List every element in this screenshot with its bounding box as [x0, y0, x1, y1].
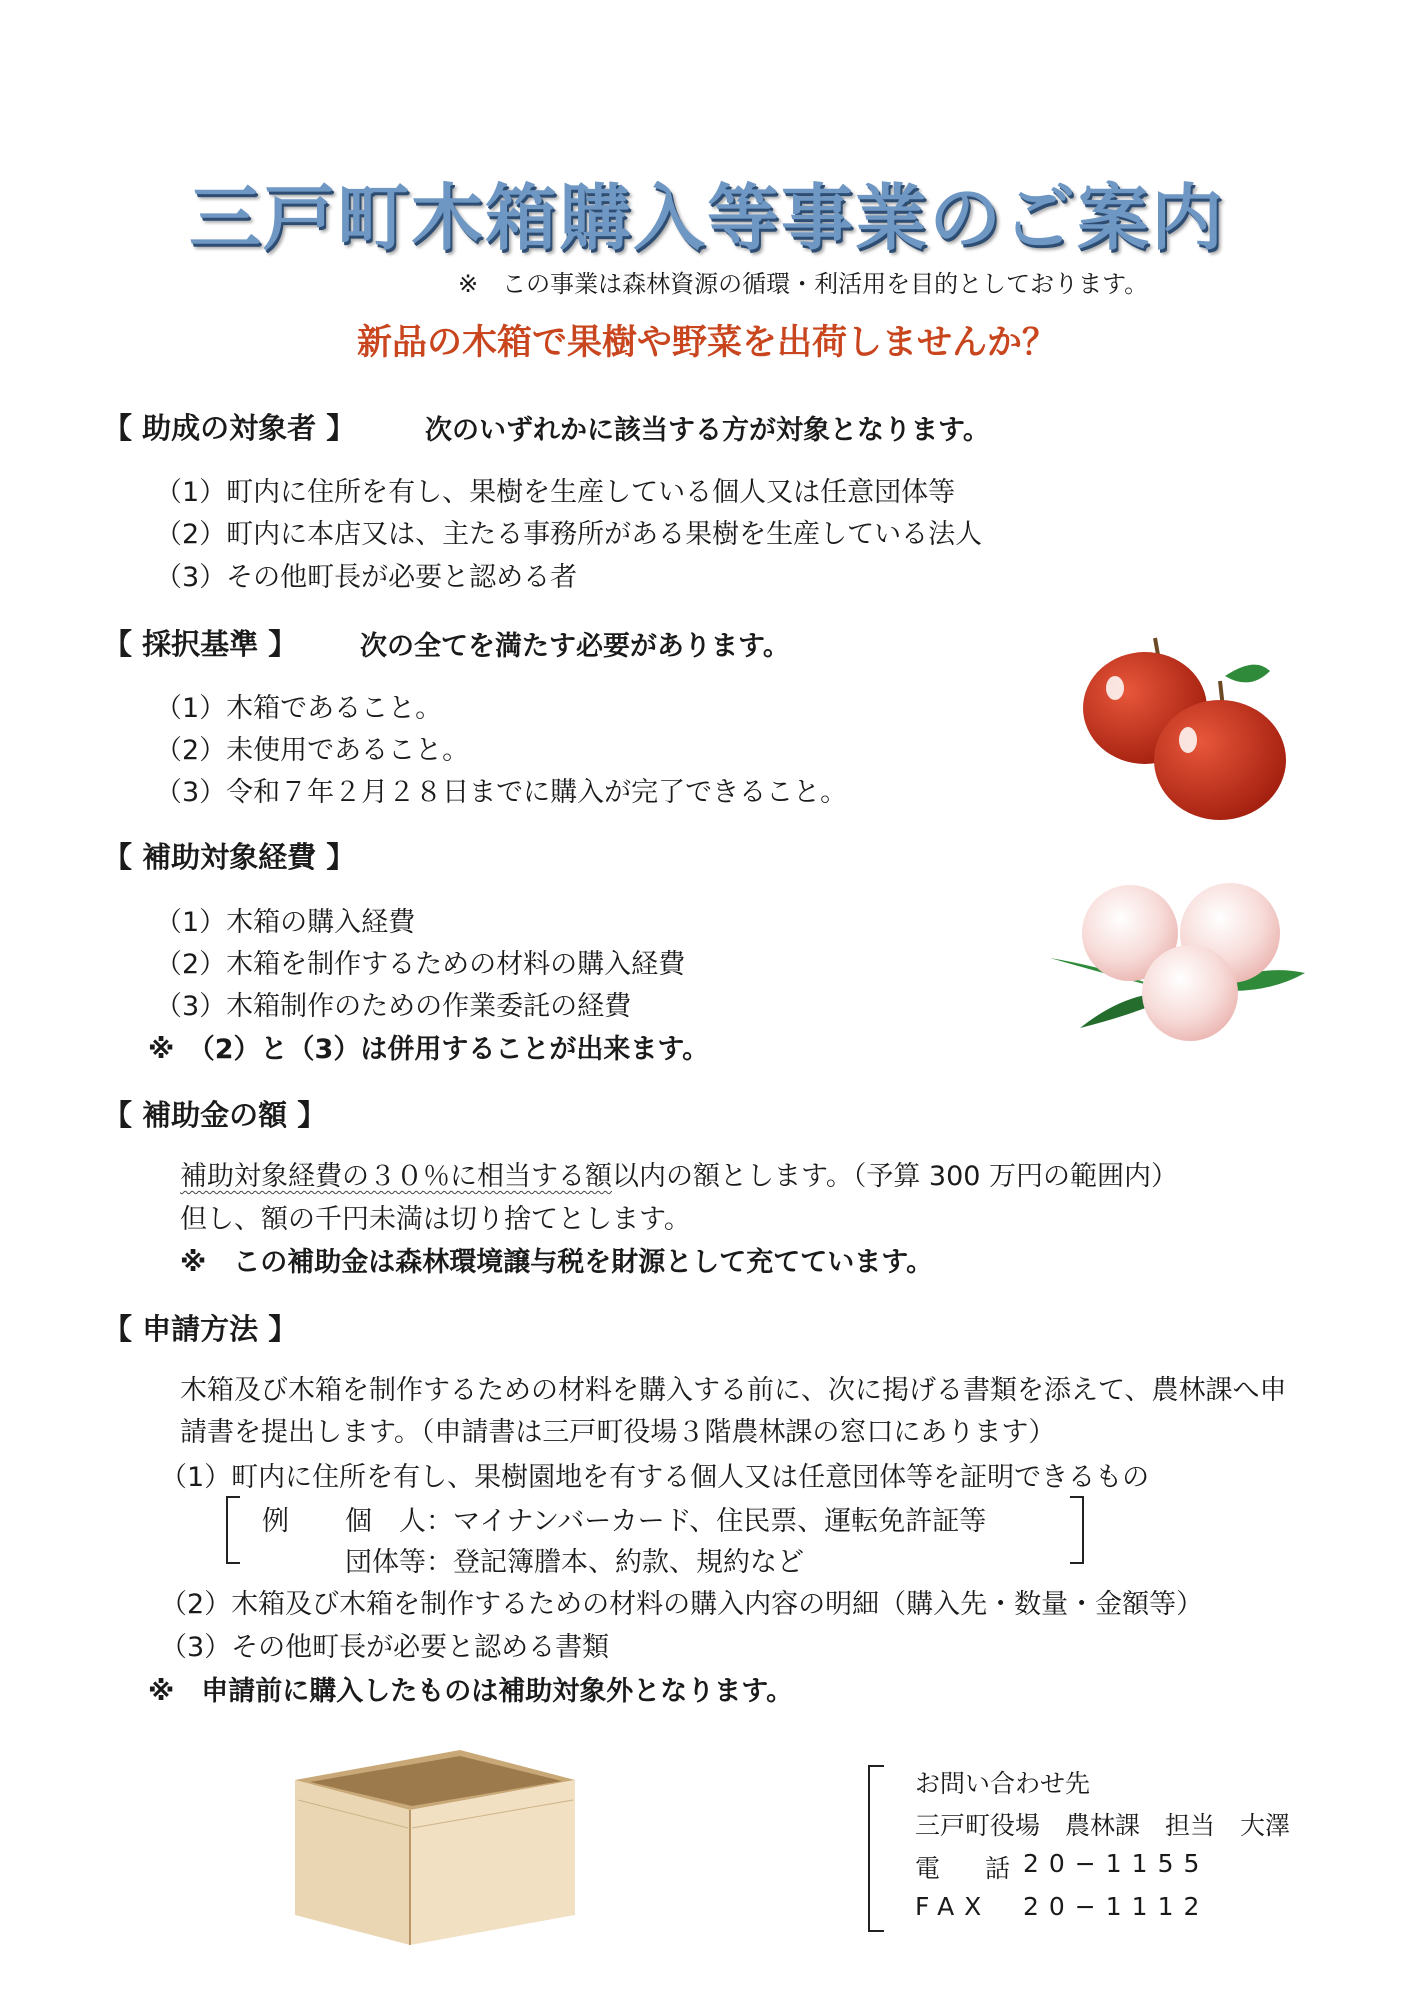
- contact-office: 三戸町役場 農林課 担当 大澤: [915, 1811, 1291, 1840]
- apples-illustration: [1070, 636, 1300, 826]
- costs-item-2: （2）木箱を制作するための材料の購入経費: [155, 949, 686, 980]
- contact-tel-label: 電 話: [915, 1854, 1021, 1883]
- eligible-item-1: （1）町内に住所を有し、果樹を生産している個人又は任意団体等: [155, 477, 956, 508]
- eligible-item-2: （2）町内に本店又は、主たる事務所がある果樹を生産している法人: [155, 519, 983, 550]
- amount-rate: 補助対象経費の３０％に相当する額: [180, 1161, 612, 1192]
- amount-heading: 【 補助金の額 】: [103, 1098, 327, 1132]
- apply-item-1: （1）町内に住所を有し、果樹園地を有する個人又は任意団体等を証明できるもの: [160, 1462, 1150, 1493]
- contact-fax-label: FAX: [915, 1892, 992, 1921]
- purpose-note: ※ この事業は森林資源の循環・利活用を目的としております。: [458, 270, 1149, 298]
- costs-note: ※ （2）と（3）は併用することが出来ます。: [148, 1034, 710, 1065]
- apply-item-3: （3）その他町長が必要と認める書類: [160, 1632, 610, 1663]
- apply-note: ※ 申請前に購入したものは補助対象外となります。: [148, 1676, 794, 1707]
- eligible-item-3: （3）その他町長が必要と認める者: [155, 562, 578, 593]
- page-title: 三戸町木箱購入等事業のご案内: [188, 176, 1225, 260]
- peaches-illustration: [1050, 878, 1310, 1053]
- criteria-item-2: （2）未使用であること。: [155, 735, 470, 766]
- apply-item-2: （2）木箱及び木箱を制作するための材料の購入内容の明細（購入先・数量・金額等）: [160, 1589, 1204, 1620]
- apply-intro-2: 請書を提出します。（申請書は三戸町役場３階農林課の窓口にあります）: [180, 1417, 1056, 1448]
- amount-line-2: 但し、額の千円未満は切り捨てとします。: [180, 1204, 691, 1235]
- criteria-item-3: （3）令和７年２月２８日までに購入が完了できること。: [155, 777, 848, 808]
- wooden-box-illustration: [290, 1730, 580, 1950]
- contact-tel: 20−1155: [1023, 1849, 1210, 1878]
- eligible-desc: 次のいずれかに該当する方が対象となります。: [425, 415, 990, 446]
- amount-line-1: [180, 1154, 1178, 1193]
- example-bracket-right: [1070, 1496, 1084, 1564]
- example-group: 団体等：登記簿謄本、約款、規約など: [345, 1547, 804, 1578]
- contact-fax: 20−1112: [1023, 1892, 1210, 1921]
- apply-heading: 【 申請方法 】: [103, 1312, 298, 1346]
- costs-item-3: （3）木箱制作のための作業委託の経費: [155, 991, 632, 1022]
- example-personal: 個 人：マイナンバーカード、住民票、運転免許証等: [345, 1506, 987, 1537]
- costs-heading: 【 補助対象経費 】: [103, 840, 356, 874]
- criteria-item-1: （1）木箱であること。: [155, 693, 443, 724]
- subtitle: 新品の木箱で果樹や野菜を出荷しませんか？: [356, 323, 1057, 363]
- criteria-desc: 次の全てを満たす必要があります。: [360, 631, 790, 662]
- amount-note: ※ この補助金は森林環境譲与税を財源として充てています。: [180, 1247, 934, 1278]
- apply-intro-1: 木箱及び木箱を制作するための材料を購入する前に、次に掲げる書類を添えて、農林課へ申: [180, 1375, 1287, 1406]
- eligible-heading: 【 助成の対象者 】: [103, 411, 356, 445]
- contact-label: お問い合わせ先: [915, 1769, 1091, 1798]
- criteria-heading: 【 採択基準 】: [103, 627, 298, 661]
- costs-item-1: （1）木箱の購入経費: [155, 907, 416, 938]
- amount-line-1-rest: 以内の額とします。（予算 300 万円の範囲内）: [612, 1161, 1179, 1192]
- example-label: 例: [262, 1506, 289, 1537]
- contact-bracket: [868, 1765, 884, 1932]
- example-bracket-left: [226, 1496, 240, 1564]
